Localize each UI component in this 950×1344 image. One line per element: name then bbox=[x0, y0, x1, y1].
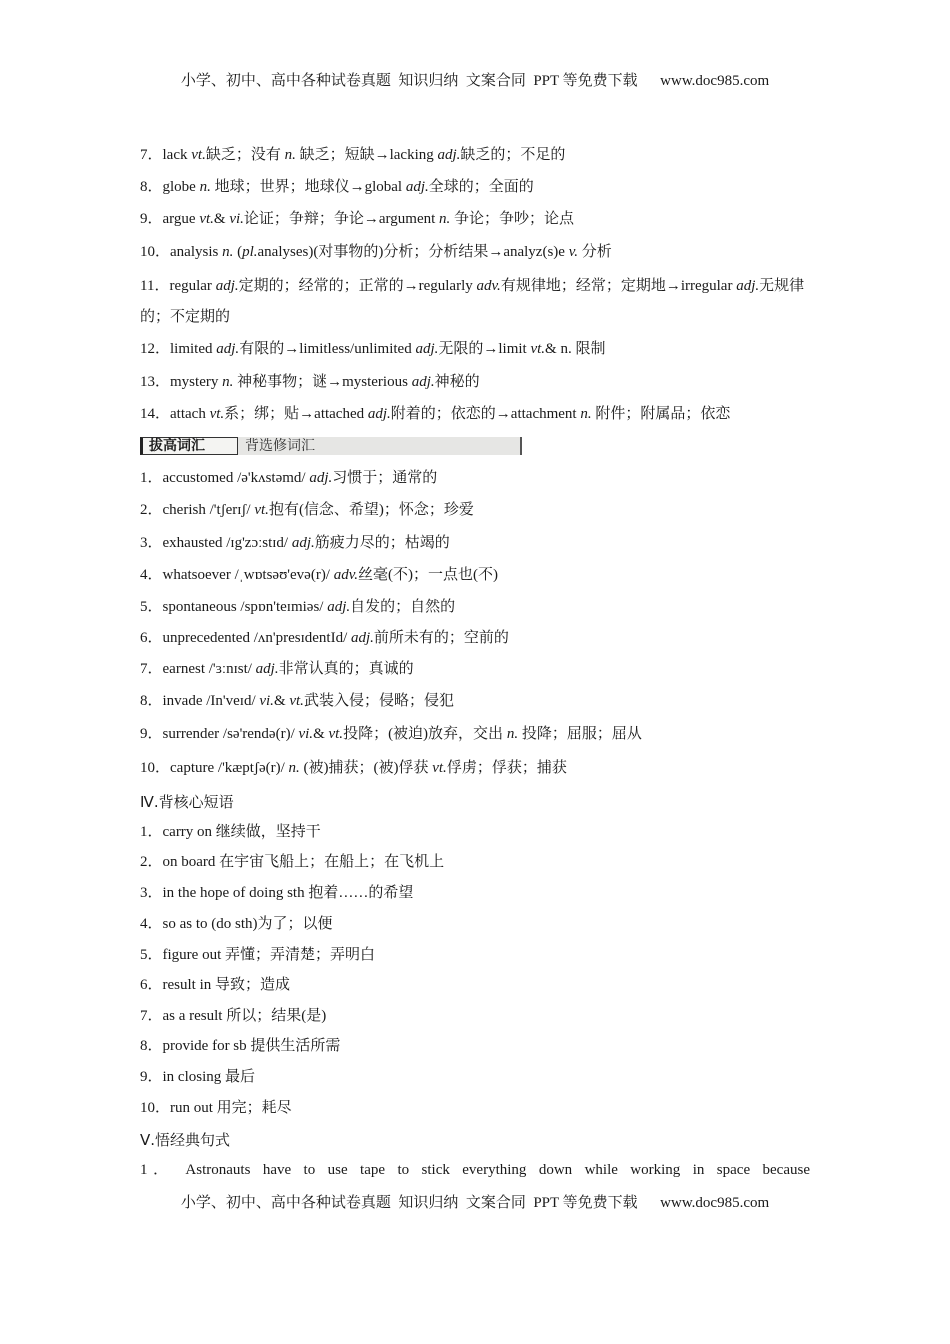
section-title-sentences: Ⅴ.悟经典句式 bbox=[140, 1131, 231, 1149]
phrase-item: 6．result in 导致；造成 bbox=[140, 977, 290, 993]
definition: 武装入侵；侵略；侵犯 bbox=[303, 693, 454, 709]
part-of-speech: adv. bbox=[333, 567, 359, 583]
part-of-speech: adj. bbox=[736, 278, 760, 294]
item-number: 4． bbox=[140, 567, 163, 583]
item-number: 9． bbox=[140, 211, 163, 227]
part-of-speech: vt. bbox=[209, 406, 225, 422]
part-of-speech: vi. bbox=[298, 726, 314, 742]
vocab-item bbox=[140, 339, 605, 359]
definition: 神秘事物；谜→mysterious bbox=[233, 374, 412, 390]
vocab-item bbox=[140, 533, 450, 553]
word: unprecedented /ʌn'presɪdentId/ bbox=[162, 630, 351, 646]
item-number: 8． bbox=[140, 179, 163, 195]
definition: 神秘的 bbox=[434, 374, 480, 390]
page-footer-watermark: 小学、初中、高中各种试卷真题 知识归纳 文案合同 PPT 等免费下载 www.doc985.com bbox=[180, 1195, 770, 1211]
item-number: 2． bbox=[140, 502, 163, 518]
vocab-item bbox=[140, 404, 730, 424]
phrase-item: 1．carry on 继续做，坚持干 bbox=[140, 824, 321, 840]
part-of-speech: vt. bbox=[432, 760, 447, 776]
word: cherish /'tʃerɪʃ/ bbox=[162, 502, 255, 518]
definition: 缺乏；没有 bbox=[205, 147, 285, 163]
phrase-item: 4．so as to (do sth)为了；以便 bbox=[140, 916, 333, 932]
definition: 附件；附属品；依恋 bbox=[591, 406, 731, 422]
word: globe bbox=[162, 179, 200, 195]
vocab-item bbox=[140, 271, 810, 333]
item-number: 13． bbox=[140, 374, 171, 390]
definition: & bbox=[313, 726, 329, 742]
definition: 分析 bbox=[578, 244, 612, 260]
phrase-item: 2．on board 在宇宙飞船上；在船上；在飞机上 bbox=[140, 854, 445, 870]
definition: & n. 限制 bbox=[545, 341, 606, 357]
vocab-item bbox=[140, 691, 454, 711]
part-of-speech: adj. bbox=[291, 535, 315, 551]
definition: (被)捕获；(被)俘获 bbox=[299, 760, 433, 776]
part-of-speech: adj. bbox=[309, 470, 333, 486]
definition: 筋疲力尽的；枯竭的 bbox=[314, 535, 450, 551]
part-of-speech: vt. bbox=[199, 211, 214, 227]
word: invade /In'veɪd/ bbox=[162, 693, 260, 709]
part-of-speech: adj. bbox=[411, 374, 435, 390]
item-number: 7． bbox=[140, 661, 163, 677]
definition: 缺乏的；不足的 bbox=[460, 147, 566, 163]
sentence-item: 1． Astronauts have to use tape to stick everything down while working in space because bbox=[140, 1162, 810, 1178]
vocab-item bbox=[140, 145, 565, 165]
part-of-speech: pl. bbox=[242, 244, 258, 260]
definition: 论证；争辩；争论→argument bbox=[243, 211, 440, 227]
definition: 前所未有的；空前的 bbox=[373, 630, 509, 646]
item-number: 10． bbox=[140, 760, 171, 776]
word: analysis bbox=[170, 244, 223, 260]
part-of-speech: n. bbox=[506, 726, 519, 742]
part-of-speech: adj. bbox=[415, 341, 439, 357]
definition: 无限的→limit bbox=[438, 341, 531, 357]
part-of-speech: adj. bbox=[350, 630, 374, 646]
part-of-speech: adv. bbox=[476, 278, 501, 294]
definition: 投降；(被迫)放弃，交出 bbox=[343, 726, 507, 742]
definition: 争论；争吵；论点 bbox=[450, 211, 575, 227]
word: argue bbox=[162, 211, 200, 227]
phrase-item: 5．figure out 弄懂；弄清楚；弄明白 bbox=[140, 947, 375, 963]
section-title-phrases: Ⅳ.背核心短语 bbox=[140, 793, 234, 811]
part-of-speech: n. bbox=[288, 760, 300, 776]
word: capture /'kæptʃə(r)/ bbox=[170, 760, 289, 776]
part-of-speech: vt. bbox=[289, 693, 304, 709]
section-banner bbox=[140, 437, 522, 455]
definition: 无规律的；不定期的 bbox=[140, 278, 805, 325]
definition: 非常认真的；真诚的 bbox=[278, 661, 414, 677]
part-of-speech: adj. bbox=[255, 661, 279, 677]
definition: 投降；屈服；屈从 bbox=[518, 726, 642, 742]
definition: 有限的→limitless/unlimited bbox=[239, 341, 416, 357]
part-of-speech: n. bbox=[580, 406, 592, 422]
vocab-item bbox=[140, 724, 642, 744]
part-of-speech: vt. bbox=[328, 726, 344, 742]
word: lack bbox=[162, 147, 192, 163]
definition: 地球；世界；地球仪→global bbox=[210, 179, 406, 195]
phrase-item: 9．in closing 最后 bbox=[140, 1069, 255, 1085]
banner-label: 拔高词汇 bbox=[140, 437, 238, 455]
definition: 抱有(信念、希望)；怀念；珍爱 bbox=[268, 502, 474, 518]
part-of-speech: vt. bbox=[530, 341, 546, 357]
item-number: 12． bbox=[140, 341, 171, 357]
vocab-item bbox=[140, 597, 455, 617]
banner-subtitle: 背选修词汇 bbox=[245, 438, 315, 454]
vocab-item bbox=[140, 628, 509, 648]
item-number: 11． bbox=[140, 278, 170, 294]
word: whatsoever /ˌwɒtsəʊ'evə(r)/ bbox=[162, 567, 334, 583]
vocab-item bbox=[140, 177, 534, 197]
definition: 全球的；全面的 bbox=[428, 179, 534, 195]
vocab-item bbox=[140, 758, 567, 778]
item-number: 10． bbox=[140, 244, 171, 260]
page-header-watermark: 小学、初中、高中各种试卷真题 知识归纳 文案合同 PPT 等免费下载 www.doc985.com bbox=[180, 73, 770, 89]
definition: 附着的；依恋的→attachment bbox=[390, 406, 581, 422]
part-of-speech: n. bbox=[284, 147, 296, 163]
part-of-speech: vi. bbox=[259, 693, 274, 709]
definition: & bbox=[273, 693, 290, 709]
definition: & bbox=[213, 211, 230, 227]
vocab-item bbox=[140, 659, 414, 679]
item-number: 1． bbox=[140, 470, 163, 486]
vocab-item bbox=[140, 209, 574, 229]
part-of-speech: n. bbox=[222, 244, 234, 260]
phrase-item: 7．as a result 所以；结果(是) bbox=[140, 1008, 327, 1024]
part-of-speech: adj. bbox=[216, 341, 240, 357]
phrase-item: 3．in the hope of doing sth 抱着……的希望 bbox=[140, 885, 414, 901]
definition: ( bbox=[233, 244, 243, 260]
definition: 丝毫(不)；一点也(不) bbox=[358, 567, 499, 583]
part-of-speech: adj. bbox=[327, 599, 351, 615]
definition: 有规律地；经常；定期地→irregular bbox=[500, 278, 737, 294]
definition: 系；绑；贴→attached bbox=[224, 406, 368, 422]
word: exhausted /ɪg'zɔːstɪd/ bbox=[162, 535, 292, 551]
part-of-speech: adj. bbox=[437, 147, 461, 163]
part-of-speech: adj. bbox=[405, 179, 429, 195]
word: accustomed /ə'kʌstəmd/ bbox=[162, 470, 310, 486]
word: limited bbox=[170, 341, 217, 357]
definition: 俘虏；俘获；捕获 bbox=[446, 760, 567, 776]
item-number: 7． bbox=[140, 147, 163, 163]
part-of-speech: v. bbox=[568, 244, 578, 260]
item-number: 3． bbox=[140, 535, 163, 551]
item-number: 14． bbox=[140, 406, 171, 422]
word: mystery bbox=[170, 374, 223, 390]
phrase-item: 8．provide for sb 提供生活所需 bbox=[140, 1038, 341, 1054]
part-of-speech: n. bbox=[199, 179, 211, 195]
vocab-item bbox=[140, 372, 480, 392]
definition: 自发的；自然的 bbox=[350, 599, 456, 615]
word: regular bbox=[169, 278, 216, 294]
word: attach bbox=[170, 406, 210, 422]
item-number: 5． bbox=[140, 599, 163, 615]
definition: 定期的；经常的；正常的→regularly bbox=[238, 278, 477, 294]
part-of-speech: n. bbox=[222, 374, 234, 390]
definition: 习惯于；通常的 bbox=[332, 470, 438, 486]
vocab-item bbox=[140, 500, 474, 520]
definition: analyses)(对事物的)分析；分析结果→analyz(s)e bbox=[257, 244, 569, 260]
part-of-speech: n. bbox=[439, 211, 451, 227]
word: surrender /sə'rendə(r)/ bbox=[162, 726, 299, 742]
word: earnest /'ɜːnɪst/ bbox=[162, 661, 256, 677]
word: spontaneous /spɒn'teɪmiəs/ bbox=[162, 599, 328, 615]
phrase-item: 10．run out 用完；耗尽 bbox=[140, 1100, 292, 1116]
vocab-item bbox=[140, 468, 437, 488]
item-number: 6． bbox=[140, 630, 163, 646]
part-of-speech: adj. bbox=[367, 406, 391, 422]
vocab-item bbox=[140, 242, 612, 262]
item-number: 8． bbox=[140, 693, 163, 709]
part-of-speech: vi. bbox=[229, 211, 244, 227]
part-of-speech: adj. bbox=[215, 278, 239, 294]
definition: 缺乏；短缺→lacking bbox=[295, 147, 438, 163]
part-of-speech: vt. bbox=[191, 147, 206, 163]
part-of-speech: vt. bbox=[254, 502, 269, 518]
item-number: 9． bbox=[140, 726, 163, 742]
vocab-item bbox=[140, 565, 498, 585]
